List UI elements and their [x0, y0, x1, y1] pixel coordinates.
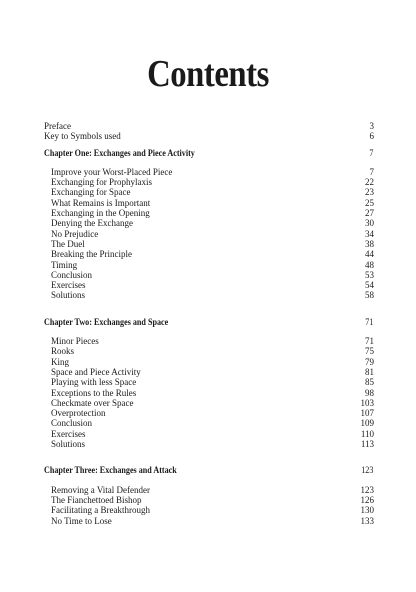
toc-entry[interactable]: [44, 249, 374, 259]
entry-page: 3: [369, 121, 374, 131]
entry-label: Minor Pieces: [51, 336, 99, 347]
chapter-list: [44, 148, 374, 526]
entry-label: Solutions: [51, 439, 86, 450]
toc-entry[interactable]: [44, 516, 374, 526]
entry-page: 123: [360, 484, 374, 495]
toc-entry[interactable]: [44, 418, 374, 428]
section-spacer: [44, 301, 374, 311]
entry-page: 81: [365, 366, 374, 377]
entry-page: 71: [365, 336, 374, 347]
entry-label: Playing with less Space: [51, 377, 137, 388]
chapter-heading[interactable]: [44, 148, 373, 158]
entry-label: Exchanging for Space: [51, 187, 131, 198]
toc-entry[interactable]: [44, 336, 374, 346]
toc-entry[interactable]: [44, 280, 374, 290]
chapter-page: 7: [369, 147, 374, 158]
entry-label: Breaking the Principle: [51, 249, 132, 260]
chapter-page: 71: [365, 316, 374, 327]
toc-entry[interactable]: [44, 485, 374, 495]
entry-label: Facilitating a Breakthrough: [51, 505, 150, 516]
entry-label: No Prejudice: [51, 228, 99, 239]
entry-label: Exchanging for Prophylaxis: [51, 177, 152, 188]
chapter-heading[interactable]: [44, 317, 373, 327]
entry-label: The Duel: [51, 238, 85, 249]
toc-entry[interactable]: [44, 367, 374, 377]
toc-entry[interactable]: [44, 177, 374, 187]
entry-label: No Time to Lose: [51, 515, 112, 526]
entry-label: Timing: [51, 259, 78, 270]
entry-label: Exceptions to the Rules: [51, 387, 137, 398]
toc-entry[interactable]: [44, 377, 374, 387]
entry-page: 58: [365, 290, 374, 301]
page-title: Contents: [147, 53, 269, 95]
table-of-contents: [44, 121, 374, 526]
toc-entry[interactable]: [44, 290, 374, 300]
entry-label: Rooks: [51, 346, 75, 357]
toc-entry[interactable]: [44, 398, 374, 408]
entry-page: 113: [360, 439, 374, 450]
entry-page: 107: [360, 408, 374, 419]
entry-page: 38: [365, 238, 374, 249]
entry-label: Exchanging in the Opening: [51, 208, 150, 219]
entry-page: 79: [365, 356, 374, 367]
entry-label: Conclusion: [51, 418, 93, 429]
entry-page: 6: [369, 131, 374, 142]
toc-entry[interactable]: [44, 495, 374, 505]
entry-page: 48: [365, 259, 374, 270]
chapter-page: 123: [361, 465, 374, 476]
entry-page: 109: [360, 418, 374, 429]
toc-entry[interactable]: [44, 167, 374, 177]
toc-entry[interactable]: [44, 408, 374, 418]
entry-page: 27: [365, 208, 374, 219]
toc-entry[interactable]: [44, 208, 374, 218]
chapter-title: Chapter Three: Exchanges and Attack: [44, 465, 177, 476]
entry-label: Solutions: [51, 290, 86, 301]
chapter-title: Chapter Two: Exchanges and Space: [44, 316, 169, 327]
entry-page: 53: [365, 269, 374, 280]
entry-page: 34: [365, 228, 374, 239]
chapter-title: Chapter One: Exchanges and Piece Activity: [44, 147, 195, 158]
entry-page: 22: [365, 177, 374, 188]
toc-entry[interactable]: [44, 260, 374, 270]
toc-entry[interactable]: [44, 270, 374, 280]
section-spacer: [44, 449, 374, 459]
entry-label: Exercises: [51, 280, 86, 291]
entry-label: What Remains is Important: [51, 197, 151, 208]
toc-entry[interactable]: [44, 218, 374, 228]
entry-label: Key to Symbols used: [44, 131, 121, 142]
toc-entry[interactable]: [44, 439, 374, 449]
entry-label: The Fianchettoed Bishop: [51, 494, 142, 505]
toc-entry-preface[interactable]: [44, 121, 374, 131]
toc-entry[interactable]: [44, 505, 374, 515]
toc-entry[interactable]: [44, 198, 374, 208]
entry-page: 133: [360, 515, 374, 526]
chapter-heading[interactable]: [44, 465, 373, 475]
entry-label: Denying the Exchange: [51, 218, 133, 229]
toc-entry[interactable]: [44, 239, 374, 249]
toc-entry[interactable]: [44, 357, 374, 367]
toc-entry[interactable]: [44, 388, 374, 398]
entry-page: 103: [360, 397, 374, 408]
entry-page: 110: [360, 428, 374, 439]
entry-page: 54: [365, 280, 374, 291]
entry-page: 44: [365, 249, 374, 260]
entry-label: Removing a Vital Defender: [51, 484, 151, 495]
entry-label: Space and Piece Activity: [51, 366, 141, 377]
toc-entry[interactable]: [44, 187, 374, 197]
entry-label: Improve your Worst-Placed Piece: [51, 166, 173, 177]
entry-label: Conclusion: [51, 269, 93, 280]
entry-page: 25: [365, 197, 374, 208]
entry-page: 98: [365, 387, 374, 398]
entry-page: 126: [360, 494, 374, 505]
entry-page: 130: [360, 505, 374, 516]
entry-label: Checkmate over Space: [51, 397, 134, 408]
entry-page: 30: [365, 218, 374, 229]
entry-label: Exercises: [51, 428, 86, 439]
entry-page: 7: [369, 166, 374, 177]
toc-entry[interactable]: [44, 229, 374, 239]
toc-entry[interactable]: [44, 346, 374, 356]
toc-entry-key-to-symbols[interactable]: [44, 131, 374, 141]
entry-page: 75: [365, 346, 374, 357]
entry-label: Overprotection: [51, 408, 106, 419]
entry-label: King: [51, 356, 69, 367]
entry-page: 85: [365, 377, 374, 388]
entry-page: 23: [365, 187, 374, 198]
toc-entry[interactable]: [44, 429, 374, 439]
entry-label: Preface: [44, 121, 71, 131]
